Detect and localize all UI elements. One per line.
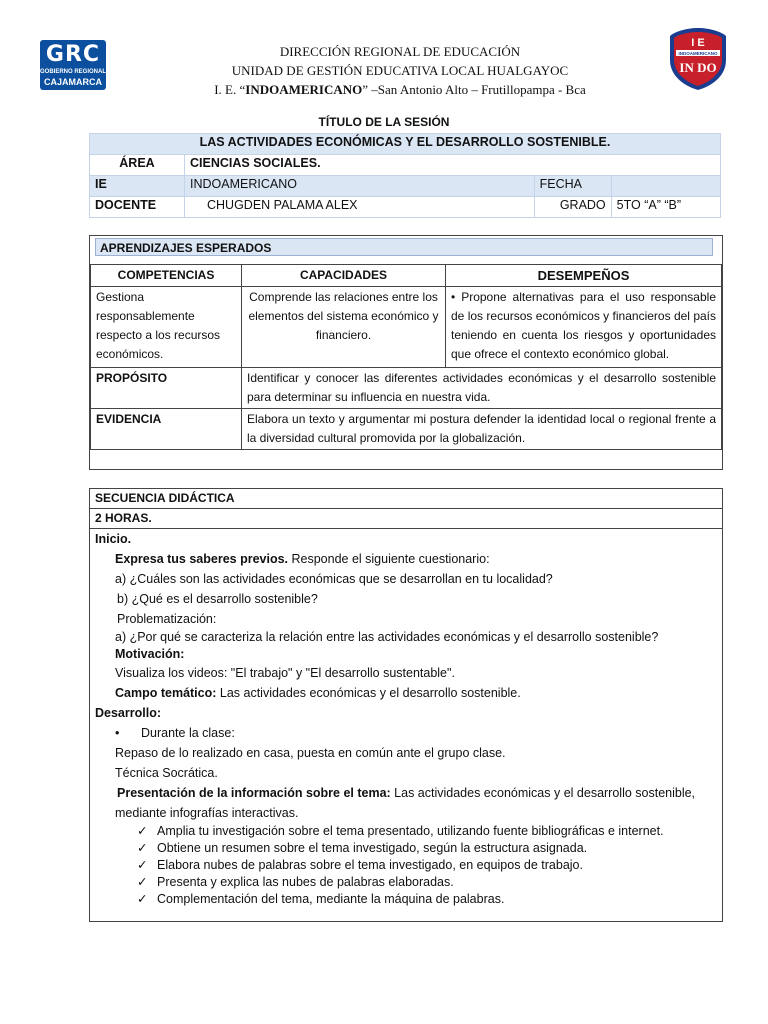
docente-value: CHUGDEN PALAMA ALEX bbox=[185, 197, 535, 218]
proposito-text: Identificar y conocer las diferentes actividades económicas y el desarrollo sostenible para determinar su influencia en nuestra vida. bbox=[242, 368, 722, 409]
shield-top-text: I E bbox=[691, 37, 705, 49]
col-desempenos: DESEMPEÑOS bbox=[446, 265, 722, 287]
campo-line bbox=[95, 683, 717, 703]
grado-label: GRADO bbox=[534, 197, 611, 218]
learning-table bbox=[90, 264, 722, 450]
docente-label: DOCENTE bbox=[90, 197, 185, 218]
sequence-heading: SECUENCIA DIDÁCTICA bbox=[90, 489, 722, 509]
question-a: a) ¿Cuáles son las actividades económicas que se desarrollan en tu localidad? bbox=[115, 572, 553, 586]
header-line-2: UNIDAD DE GESTIÓN EDUCATIVA LOCAL HUALGAYOC bbox=[231, 63, 569, 78]
presentacion-rest: Las actividades económicas y el desarrollo sostenible, bbox=[390, 786, 696, 800]
shield-brand-text: INDOAMERICANO bbox=[678, 51, 718, 56]
saberes-line bbox=[95, 549, 717, 569]
proposito-label: PROPÓSITO bbox=[91, 368, 242, 409]
school-shield-logo bbox=[666, 26, 730, 92]
competencia-text: Gestiona responsablemente respecto a los recursos económicos. bbox=[91, 287, 242, 368]
header-line-3-prefix: I. E. “ bbox=[214, 82, 246, 97]
question-b: b) ¿Qué es el desarrollo sostenible? bbox=[117, 592, 318, 606]
check-item bbox=[95, 891, 717, 908]
grado-value: 5TO “A” “B” bbox=[611, 197, 720, 218]
learning-heading: APRENDIZAJES ESPERADOS bbox=[95, 238, 713, 256]
tecnica-line: Técnica Socrática. bbox=[115, 766, 218, 780]
session-topic-title: LAS ACTIVIDADES ECONÓMICAS Y EL DESARROLLO SOSTENIBLE. bbox=[90, 134, 721, 155]
videos-line: Visualiza los videos: "El trabajo" y "El desarrollo sustentable". bbox=[115, 666, 455, 680]
durante-text: Durante la clase: bbox=[141, 726, 235, 740]
motivacion-label: Motivación: bbox=[115, 647, 185, 661]
area-value: CIENCIAS SOCIALES. bbox=[185, 155, 721, 176]
col-competencias: COMPETENCIAS bbox=[91, 265, 242, 287]
check-text: Obtiene un resumen sobre el tema investigado, según la estructura asignada. bbox=[157, 841, 588, 855]
check-text: Elabora nubes de palabras sobre el tema investigado, en equipos de trabajo. bbox=[157, 858, 583, 872]
logo-left-line1: GOBIERNO REGIONAL bbox=[40, 69, 107, 75]
evidencia-label: EVIDENCIA bbox=[91, 409, 242, 450]
header-line-3-suffix: ” –San Antonio Alto – Frutillopampa - Bca bbox=[362, 82, 586, 97]
fecha-label: FECHA bbox=[534, 176, 611, 197]
check-icon: ✓ bbox=[137, 824, 148, 838]
campo-bold: Campo temático: bbox=[115, 686, 217, 700]
logo-left-acronym: GRC bbox=[45, 42, 101, 67]
logo-left-line2: CAJAMARCA bbox=[44, 77, 102, 87]
problematizacion-label: Problematización: bbox=[117, 612, 217, 626]
saberes-rest: Responde el siguiente cuestionario: bbox=[288, 552, 490, 566]
repaso-line: Repaso de lo realizado en casa, puesta en común ante el grupo clase. bbox=[115, 746, 506, 760]
session-info-table bbox=[89, 133, 721, 218]
check-item bbox=[95, 840, 717, 857]
sequence-body bbox=[90, 529, 722, 908]
check-item bbox=[95, 823, 717, 840]
campo-rest: Las actividades económicas y el desarrollo sostenible. bbox=[216, 686, 521, 700]
header-school-name: INDOAMERICANO bbox=[245, 82, 363, 97]
check-icon: ✓ bbox=[137, 892, 148, 906]
check-text: Complementación del tema, mediante la máquina de palabras. bbox=[157, 892, 505, 906]
presentacion-bold: Presentación de la información sobre el tema: bbox=[117, 786, 391, 800]
col-capacidades: CAPACIDADES bbox=[242, 265, 446, 287]
check-text: Amplia tu investigación sobre el tema presentado, utilizando fuente bibliográficas e internet. bbox=[157, 824, 664, 838]
bullet-icon: • bbox=[115, 726, 120, 740]
ie-label: IE bbox=[90, 176, 185, 197]
check-item bbox=[95, 857, 717, 874]
document-header bbox=[0, 0, 768, 110]
header-line-1: DIRECCIÓN REGIONAL DE EDUCACIÓN bbox=[279, 44, 521, 59]
sequence-section bbox=[89, 488, 723, 922]
fecha-value bbox=[611, 176, 720, 197]
inicio-label: Inicio. bbox=[95, 532, 132, 546]
shield-bottom-text: IN DO bbox=[679, 60, 717, 75]
check-text: Presenta y explica las nubes de palabras elaboradas. bbox=[157, 875, 454, 889]
evidencia-text: Elabora un texto y argumentar mi postura defender la identidad local o regional frente a la diversidad cultural promovida por la globalización. bbox=[242, 409, 722, 450]
saberes-bold: Expresa tus saberes previos. bbox=[115, 552, 289, 566]
ie-value: INDOAMERICANO bbox=[185, 176, 535, 197]
desempeno-text: • Propone alternativas para el uso responsable de los recursos económicos y financieros del país teniendo en cuenta los riesgos y oportunidades que ofrece el contexto económico global. bbox=[446, 287, 722, 368]
presentacion-line bbox=[95, 783, 717, 803]
check-item bbox=[95, 874, 717, 891]
check-icon: ✓ bbox=[137, 858, 148, 872]
learning-section bbox=[89, 235, 723, 470]
capacidad-text: Comprende las relaciones entre los elementos del sistema económico y financiero. bbox=[242, 287, 446, 368]
gobierno-regional-logo bbox=[40, 40, 106, 90]
check-icon: ✓ bbox=[137, 875, 148, 889]
session-title-label: TÍTULO DE LA SESIÓN bbox=[318, 115, 450, 129]
infografias-line: mediante infografías interactivas. bbox=[115, 806, 299, 820]
check-icon: ✓ bbox=[137, 841, 148, 855]
area-label: ÁREA bbox=[90, 155, 185, 176]
durante-line bbox=[95, 723, 717, 743]
sequence-hours: 2 HORAS. bbox=[90, 509, 722, 529]
header-line-3 bbox=[150, 82, 650, 98]
desarrollo-label: Desarrollo: bbox=[95, 706, 161, 720]
problem-a: a) ¿Por qué se caracteriza la relación entre las actividades económicas y el desarrollo sostenible? bbox=[115, 630, 659, 644]
